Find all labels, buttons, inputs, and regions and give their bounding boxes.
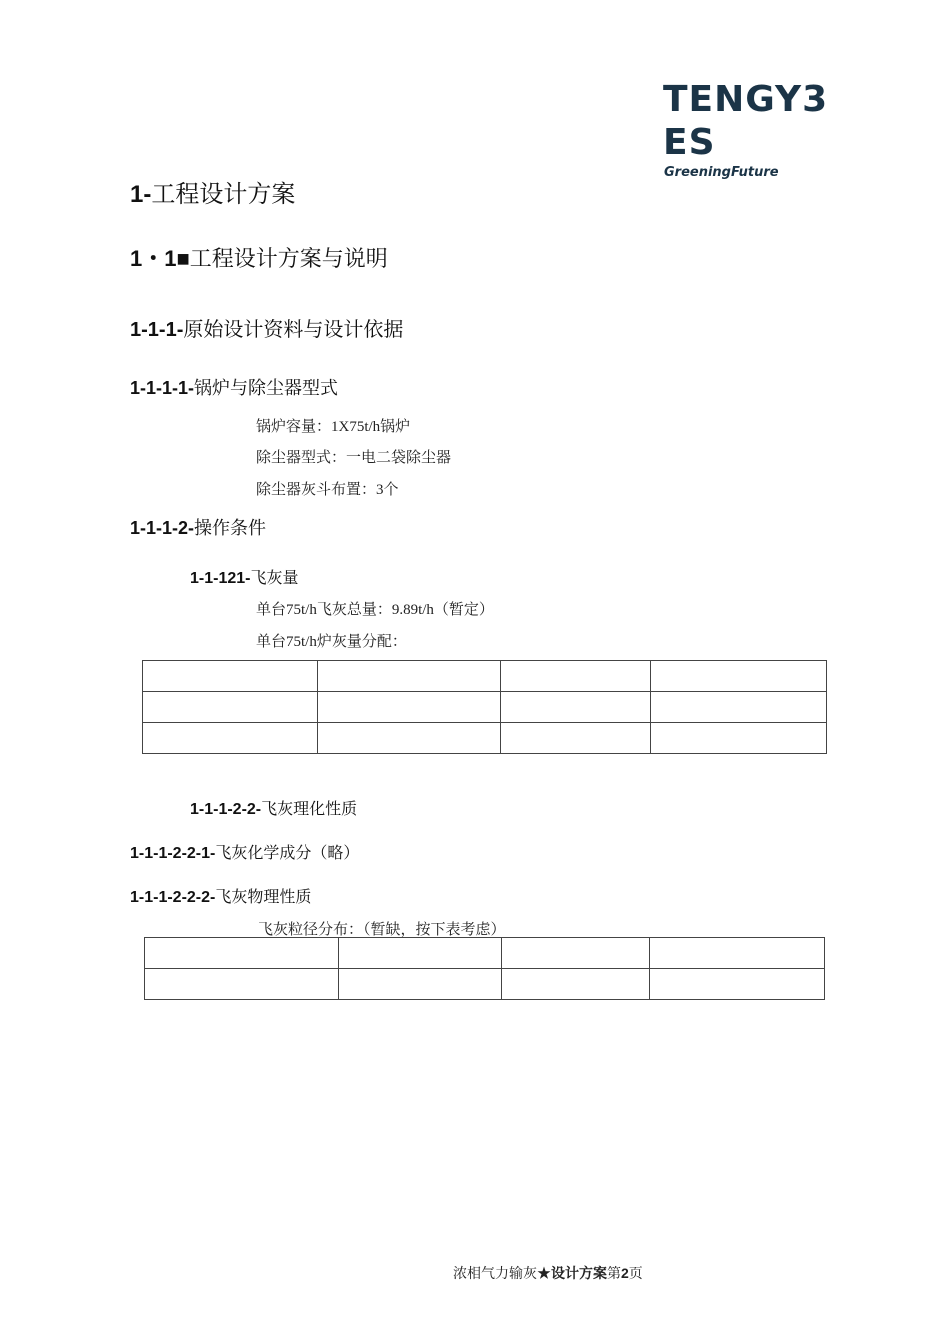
heading-1-1 xyxy=(130,242,388,273)
heading-title: 原始设计资料与设计依据 xyxy=(183,319,404,341)
footer-page-number: 2 xyxy=(621,1265,629,1281)
table-cell xyxy=(339,969,502,1000)
heading-1-1-1-2-2 xyxy=(190,796,357,819)
ash-distribution-table xyxy=(142,660,827,754)
company-tagline: GreeningFuture xyxy=(664,165,779,180)
table-cell xyxy=(501,723,651,754)
table-cell xyxy=(651,723,827,754)
table-cell xyxy=(143,692,318,723)
heading-number: 1-1-1-2- xyxy=(130,518,195,538)
heading-number: 1-1-1-2-2-2- xyxy=(130,889,216,906)
heading-1-1-1 xyxy=(130,313,403,342)
fly-ash-total-text: 单台75t/h飞灰总量：9.89t/h（暂定） xyxy=(256,602,494,618)
particle-size-intro-text: 飞灰粒径分布：（暂缺，按下表考虑） xyxy=(258,922,506,938)
heading-number: 1-1-1-2-2- xyxy=(190,801,262,818)
heading-title: 工程设计方案与说明 xyxy=(189,246,388,271)
company-logo-line2: ES xyxy=(663,122,716,163)
heading-number: 1・1■ xyxy=(130,246,190,271)
heading-1-1-1-2-2-1 xyxy=(130,840,359,863)
table-cell xyxy=(145,969,339,1000)
table-cell xyxy=(502,938,650,969)
footer-doc-title: 设计方案 xyxy=(551,1265,607,1281)
heading-1-1-1-1 xyxy=(130,374,338,400)
table-cell xyxy=(650,969,825,1000)
table-cell xyxy=(501,661,651,692)
collector-type-text: 除尘器型式：一电二袋除尘器 xyxy=(256,450,452,466)
heading-title: 飞灰物理性质 xyxy=(215,889,312,906)
table-cell xyxy=(501,692,651,723)
table-cell xyxy=(651,661,827,692)
footer-prefix: 浓相气力输灰★ xyxy=(453,1267,551,1282)
heading-1-1-1-2-2-2 xyxy=(130,884,311,907)
table-cell xyxy=(143,723,318,754)
heading-1-1-1-2 xyxy=(130,514,266,540)
heading-title: 工程设计方案 xyxy=(151,181,296,208)
table-row xyxy=(145,938,825,969)
heading-number: 1-1-1-2-2-1- xyxy=(130,845,216,862)
table-cell xyxy=(651,692,827,723)
heading-title: 锅炉与除尘器型式 xyxy=(194,378,339,398)
heading-number: 1-1-1- xyxy=(130,319,184,341)
heading-number: 1-1-121- xyxy=(190,570,251,587)
boiler-capacity-text: 锅炉容量：1X75t/h锅炉 xyxy=(256,419,411,435)
table-row xyxy=(143,723,827,754)
table-cell xyxy=(143,661,318,692)
table-cell xyxy=(650,938,825,969)
heading-1 xyxy=(130,174,295,209)
heading-title: 操作条件 xyxy=(194,518,267,538)
footer-page-prefix: 第 xyxy=(607,1267,621,1282)
page-footer xyxy=(453,1263,643,1283)
heading-1-1-1-2-1 xyxy=(190,565,299,588)
table-cell xyxy=(318,723,501,754)
heading-title: 飞灰量 xyxy=(250,570,299,587)
heading-number: 1- xyxy=(130,181,152,208)
particle-size-table xyxy=(144,937,825,1000)
heading-number: 1-1-1-1- xyxy=(130,378,195,398)
table-row xyxy=(143,661,827,692)
heading-title: 飞灰理化性质 xyxy=(261,801,358,818)
table-cell xyxy=(318,661,501,692)
table-cell xyxy=(339,938,502,969)
table-row xyxy=(145,969,825,1000)
footer-page-suffix: 页 xyxy=(628,1267,643,1282)
company-logo-line1: TENGY3 xyxy=(663,79,829,120)
table-cell xyxy=(318,692,501,723)
table-cell xyxy=(145,938,339,969)
hopper-layout-text: 除尘器灰斗布置：3个 xyxy=(256,482,399,498)
fly-ash-distribution-text: 单台75t/h炉灰量分配： xyxy=(256,634,407,650)
heading-title: 飞灰化学成分（略） xyxy=(215,845,360,862)
table-row xyxy=(143,692,827,723)
table-cell xyxy=(502,969,650,1000)
